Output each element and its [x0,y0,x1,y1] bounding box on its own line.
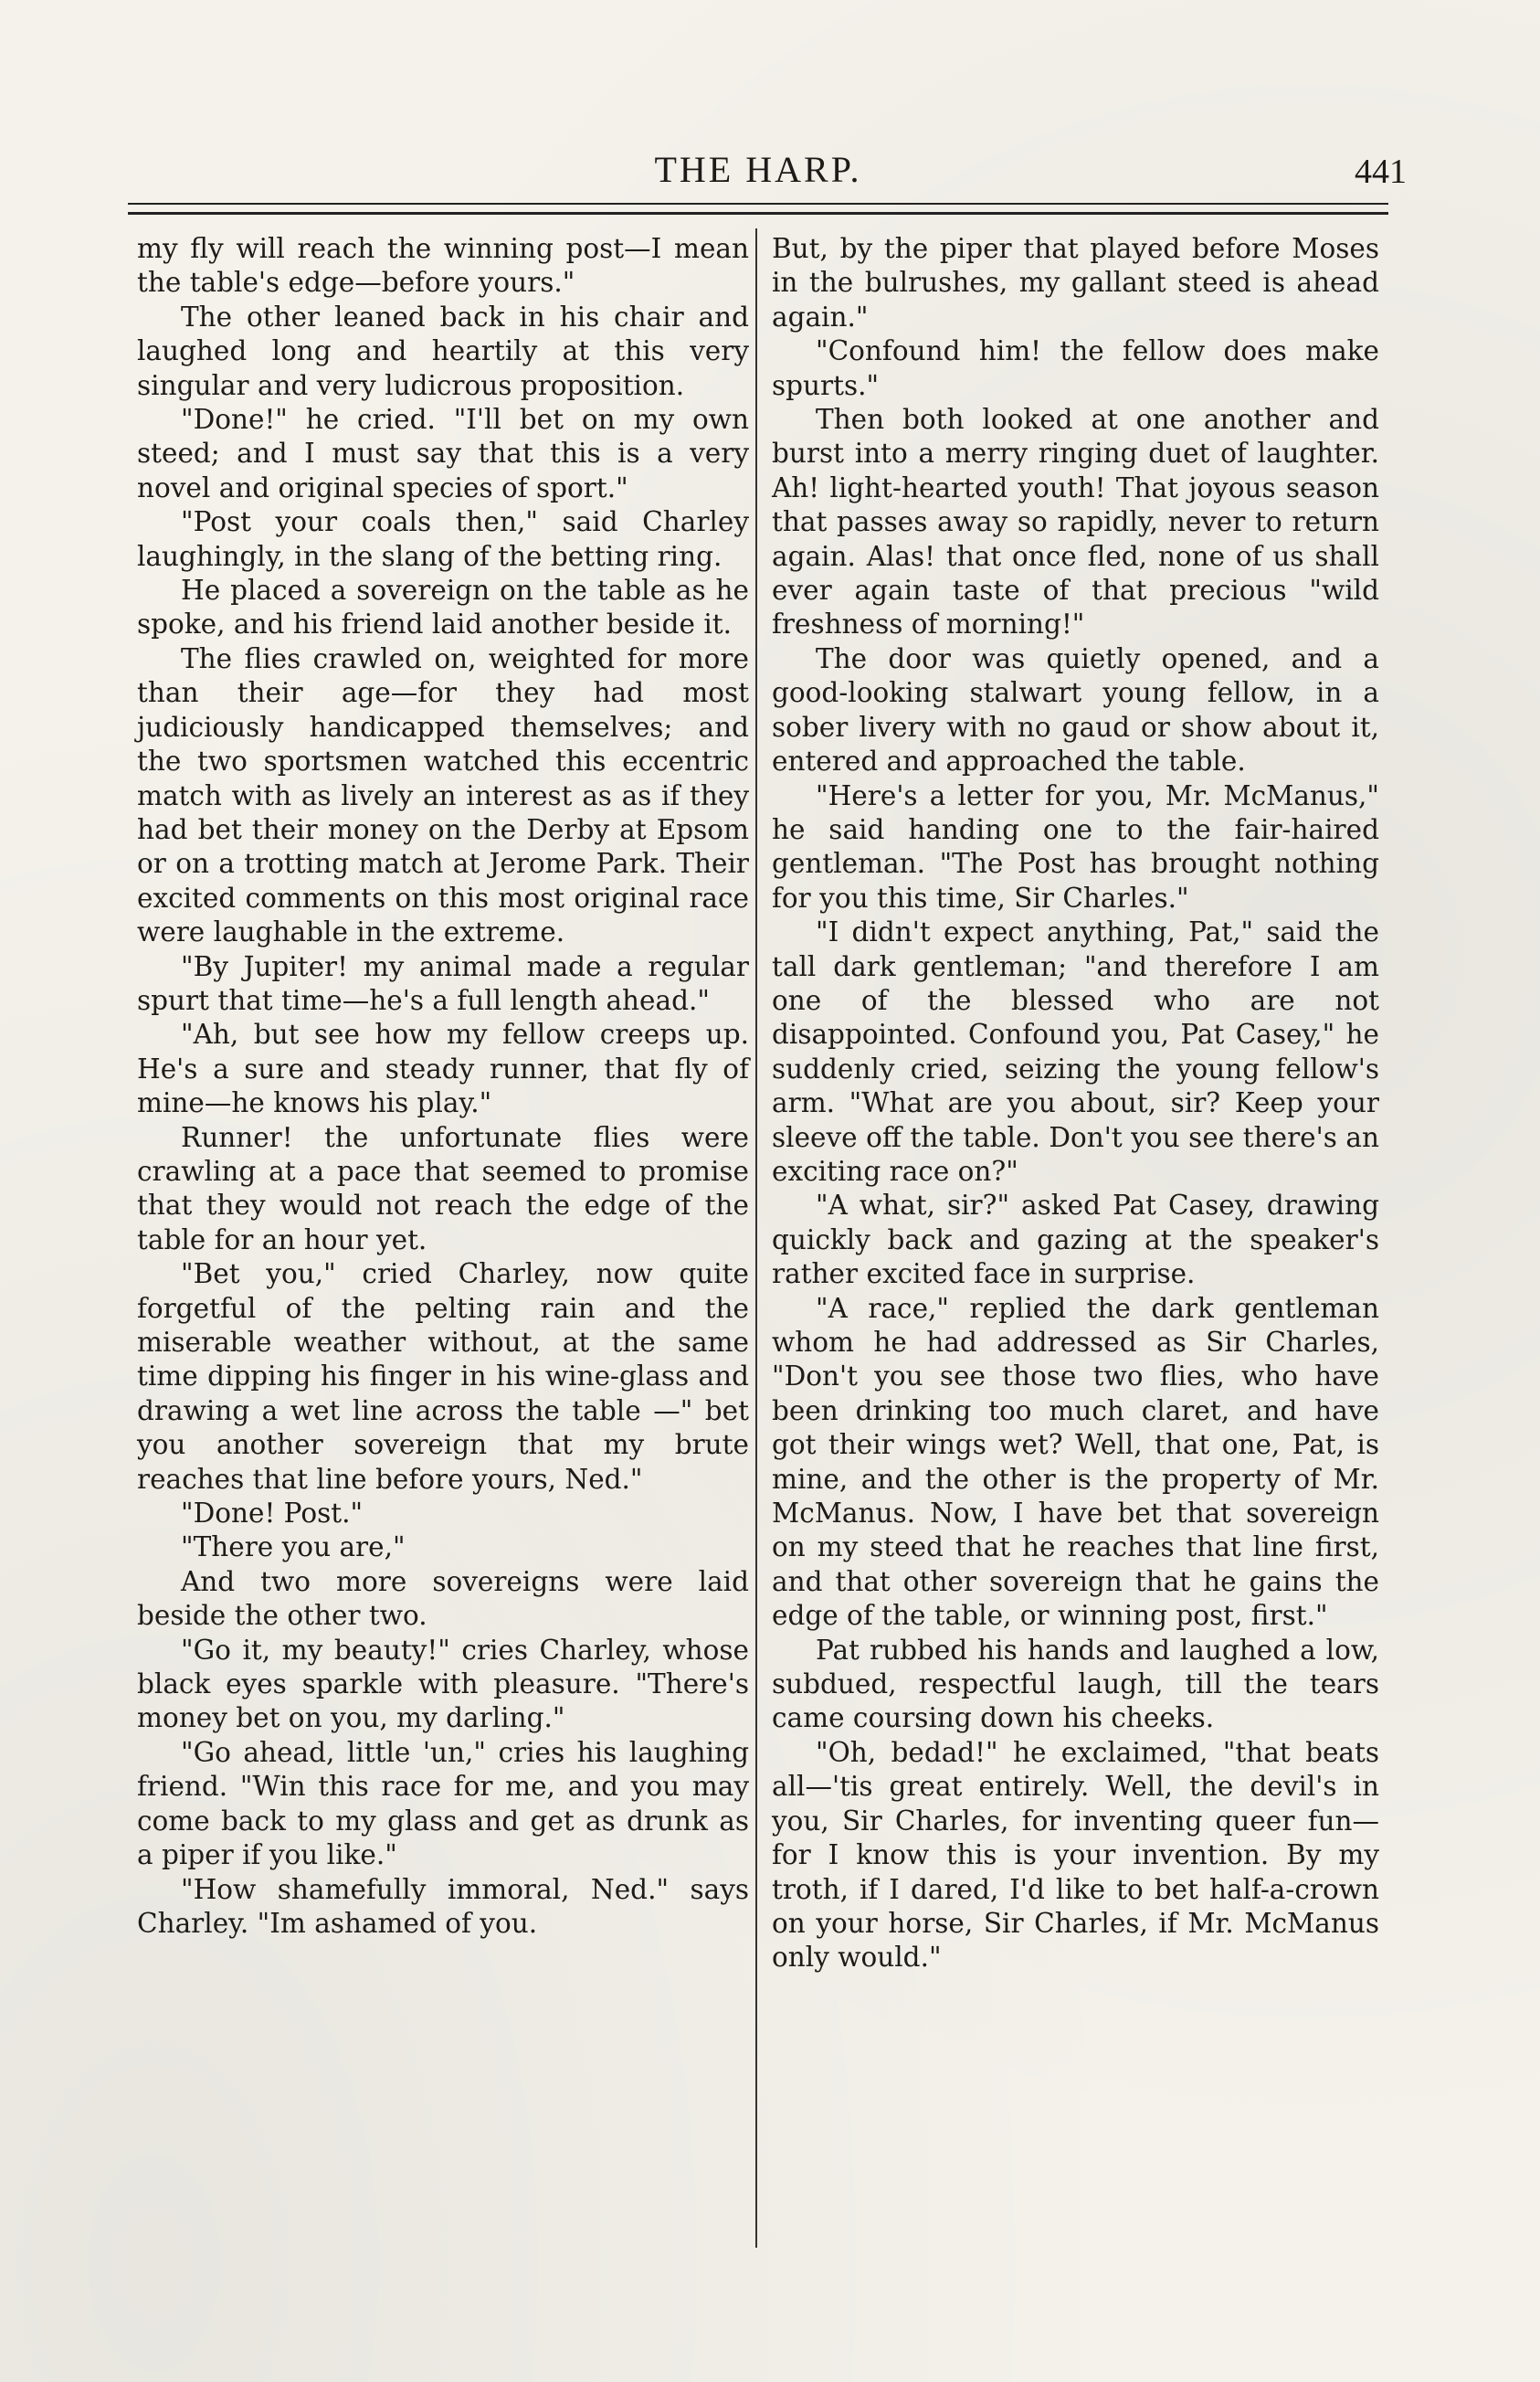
paragraph: "Ah, but see how my fellow creeps up. He's a sure and steady runner, that fly of mine—he knows his play." [137,1019,749,1119]
paragraph: "Go ahead, little 'un," cries his laughing friend. "Win this race for me, and you may come back to my glass and get as drunk as a piper if you like." [137,1736,749,1871]
page-header [128,144,1407,208]
paragraph: "There you are," [181,1531,406,1563]
paragraph: "A race," replied the dark gentleman whom he had addressed as Sir Charles, "Don't you see those two flies, who have been drinking too much claret, and have got their wings wet? Well, that one, Pat, is mine, and the other is the property of Mr. McManus. Now, I have bet that sovereign on my steed that he reaches that line first, and that other sovereign that he gains the edge of the table, or winning post, first." [772,1292,1379,1632]
paragraph: "I didn't expect anything, Pat," said the tall dark gentleman; "and therefore I am one of the blessed who are not disappointed. Confound you, Pat Casey," he suddenly cried, seizing the young fellow's arm. "What are you about, sir? Keep your sleeve off the table. Don't you see there's an exciting race on?" [772,916,1379,1187]
column-divider [755,228,757,2248]
paragraph: "Oh, bedad!" he exclaimed, "that beats all—'tis great entirely. Well, the devil's in you, Sir Charles, for inventing queer fun—for I know this is your invention. By my troth, if I dared, I'd like to bet half-a-crown on your horse, Sir Charles, if Mr. McManus only would." [772,1736,1379,1974]
paragraph: "By Jupiter! my animal made a regular spurt that time—he's a full length ahead." [137,950,749,1016]
paragraph: Then both looked at one another and burst into a merry ringing duet of laughter. Ah! light-hearted youth! That joyous season that passes away so rapidly, never to return again. Alas! that once fled, none of us shall ever again taste of that precious "wild freshness of morning!" [772,404,1379,640]
paragraph: "How shamefully immoral, Ned." says Charley. "Im ashamed of you. [137,1873,749,1939]
paragraph: my fly will reach the winning post—I mean the table's edge—before yours." [137,233,749,299]
paragraph: "Go it, my beauty!" cries Charley, whose black eyes sparkle with pleasure. "There's money bet on you, my darling." [137,1634,749,1734]
paragraph: "Here's a letter for you, Mr. McManus," he said handing one to the fair-haired gentleman. "The Post has brought nothing for you this time, Sir Charles." [772,779,1379,914]
paragraph: "Bet you," cried Charley, now quite forgetful of the pelting rain and the miserable weather without, at the same time dipping his finger in his wine-glass and drawing a wet line across the table —" bet you another sovereign that my brute reaches that line before yours, Ned." [137,1258,749,1495]
paragraph: And two more sovereigns were laid beside the other two. [137,1565,749,1632]
paragraph: "Done! Post." [181,1498,364,1530]
header-rule-double [128,212,1388,215]
left-column [137,232,749,1941]
header-rule [128,203,1388,205]
paragraph: "Done!" he cried. "I'll bet on my own steed; and I must say that this is a very novel and original species of sport." [137,404,749,503]
page-number: 441 [1355,153,1407,191]
paragraph: The door was quietly opened, and a good-looking stalwart young fellow, in a sober livery with no gaud or show about it, entered and approached the table. [772,642,1379,778]
paragraph: But, by the piper that played before Moses in the bulrushes, my gallant steed is ahead again." [772,233,1379,333]
paragraph: Pat rubbed his hands and laughed a low, subdued, respectful laugh, till the tears came coursing down his cheeks. [772,1634,1379,1734]
paragraph: The other leaned back in his chair and laughed long and heartily at this very singular and very ludicrous proposition. [137,301,749,401]
paragraph: "A what, sir?" asked Pat Casey, drawing quickly back and gazing at the speaker's rather excited face in surprise. [772,1190,1379,1290]
right-column [772,232,1379,1975]
paragraph: He placed a sovereign on the table as he spoke, and his friend laid another beside it. [137,575,749,640]
paragraph: The flies crawled on, weighted for more than their age—for they had most judiciously handicapped themselves; and the two sportsmen watched this eccentric match with as lively an interest as as if they had bet their money on the Derby at Epsom or on a trotting match at Jerome Park. Their excited comments on this most original race were laughable in the extreme. [137,642,749,948]
paragraph: "Post your coals then," said Charley laughingly, in the slang of the betting ring. [137,506,749,572]
running-title: THE HARP. [654,149,862,190]
paragraph: "Confound him! the fellow does make spurts." [772,335,1379,401]
paragraph: Runner! the unfortunate flies were crawling at a pace that seemed to promise that they would not reach the edge of the table for an hour yet. [137,1121,749,1255]
